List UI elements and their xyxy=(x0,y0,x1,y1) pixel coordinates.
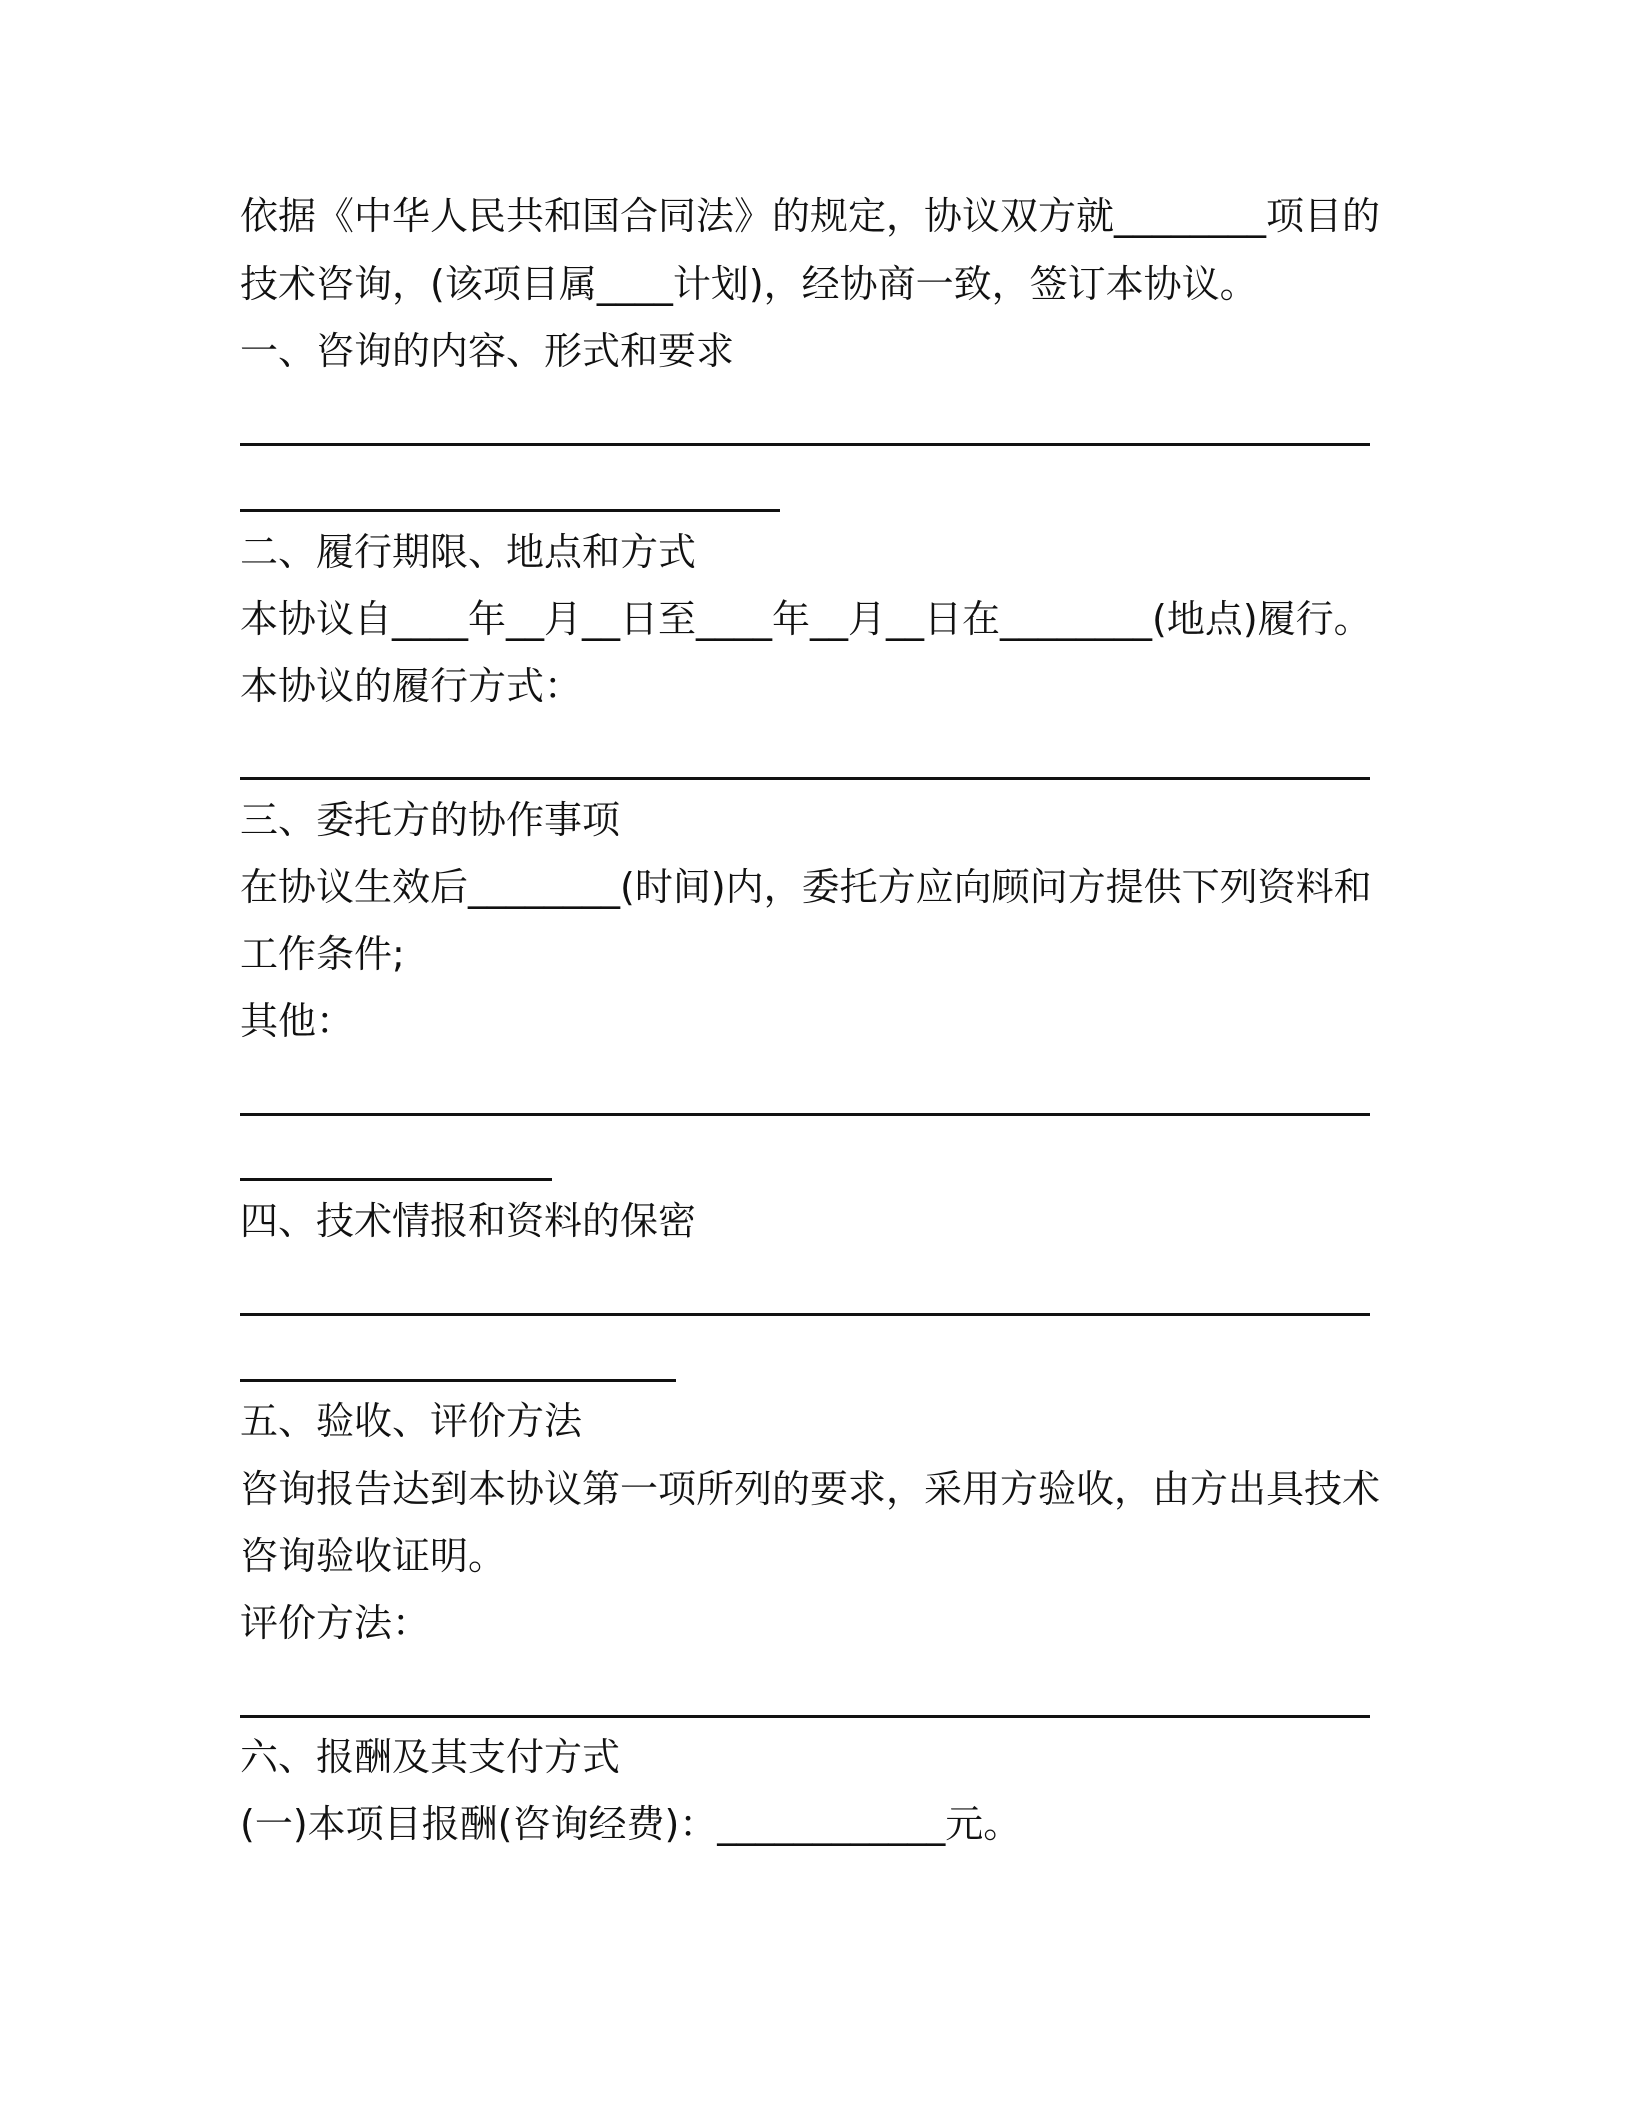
blank-fill-line xyxy=(240,777,1370,780)
intro-line-1: 依据《中华人民共和国合同法》的规定，协议双方就________项目的 xyxy=(240,194,1381,238)
section-5-line-3: 评价方法： xyxy=(240,1601,431,1645)
blank-fill-line xyxy=(240,1715,1370,1718)
blank-fill-line xyxy=(240,1113,1370,1116)
section-4-heading: 四、技术情报和资料的保密 xyxy=(240,1199,697,1243)
section-2-line-1: 本协议自____年__月__日至____年__月__日在________(地点)履行。 xyxy=(240,597,1372,641)
blank-fill-line xyxy=(240,443,1370,446)
section-3-heading: 三、委托方的协作事项 xyxy=(240,798,621,842)
section-6-heading: 六、报酬及其支付方式 xyxy=(240,1735,621,1779)
section-2-line-2: 本协议的履行方式： xyxy=(240,664,583,708)
section-1-heading: 一、咨询的内容、形式和要求 xyxy=(240,329,735,373)
section-3-line-1: 在协议生效后________(时间)内，委托方应向顾问方提供下列资料和 xyxy=(240,865,1372,909)
section-6-line-1: (一)本项目报酬(咨询经费)：____________元。 xyxy=(240,1802,1022,1846)
section-5-line-2: 咨询验收证明。 xyxy=(240,1534,507,1578)
blank-fill-line xyxy=(240,509,780,512)
section-2-heading: 二、履行期限、地点和方式 xyxy=(240,530,697,574)
blank-fill-line xyxy=(240,1313,1370,1316)
section-3-line-2: 工作条件; xyxy=(240,932,405,976)
blank-fill-line xyxy=(240,1379,676,1382)
section-5-line-1: 咨询报告达到本协议第一项所列的要求，采用方验收，由方出具技术 xyxy=(240,1467,1381,1511)
intro-line-2: 技术咨询，(该项目属____计划)，经协商一致，签订本协议。 xyxy=(240,262,1258,306)
section-3-line-3: 其他： xyxy=(240,999,355,1043)
blank-fill-line xyxy=(240,1178,552,1181)
section-5-heading: 五、验收、评价方法 xyxy=(240,1399,583,1443)
